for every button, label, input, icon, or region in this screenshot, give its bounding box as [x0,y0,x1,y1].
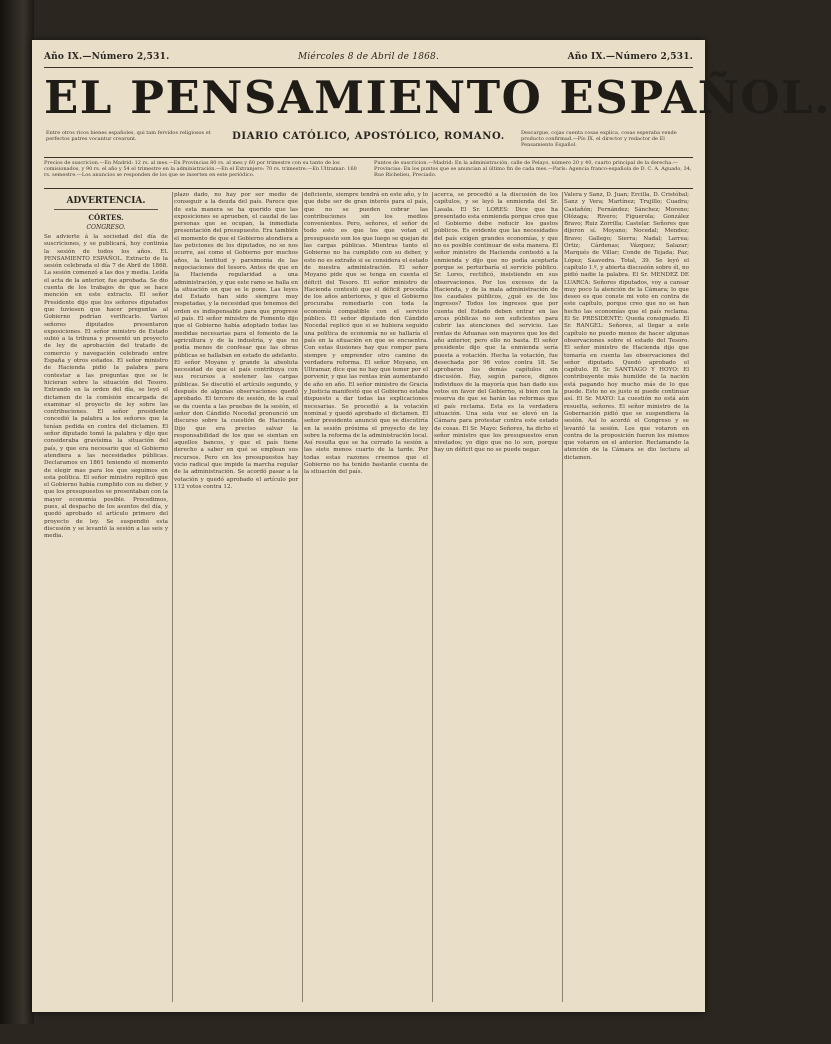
column-text: acerca, se procedió a la discusión de los capítulos, y se leyó la enmienda del Sr. Lasala. El Sr. LORES: Dice que ha presentado esta enmienda porque cree que el Gobierno debe reducir los gastos públicos. Es evidente que las necesidades del país exigen grandes economías, y que no es posible continuar de esta manera. El señor ministro de Hacienda contestó a la enmienda y dijo que no podía aceptarla porque se perturbaría el servicio público. Sr. Lores, rectificó, insistiendo en sus observaciones. Por los excesos de la Hacienda, y de la mala administración de los caudales públicos, ¿qué es de los ingresos? Todos los ingresos que por cuenta del Estado deben entrar en las arcas públicas no son suficientes para cubrir las atenciones del servicio. Las rentas de Aduanas son mayores que los del año anterior, pero ello no basta. El señor presidente dijo que la enmienda sería puesta a votación. Hecha la votación, fue desechada por 96 votos contra 18. Se aprobaron los demás capítulos sin discusión. Hay, según parece, dignos individuos de la mayoría que han dado sus votos en favor del Gobierno, si bien con la reserva de que se harán las reformas que el país reclama. Esta es la verdadera situación. Una sola voz se elevó en la Cámara para protestar contra este estado de cosas. El Sr. Mayo: Señores, ha dicho el señor ministro que los presupuestos eran nivelados; yo digo que no lo son, porque hay un déficit que no se puede negar. [434,192,558,454]
subscription-points: Puntos de suscricion.—Madrid: En la administración, calle de Pelayo, número 20 y 40, cuarto principal de la derecha.—Provincias: En los puntos que se anuncian al último fin de cada mes.—París: Agencia franco-española de D. C. A. Aguado, 34, Rue Richelieu, Preciado. [374,160,692,178]
column-4 [434,192,563,1002]
column-text: plazo dado, no hay por ser medio de conseguir a la deuda del país. Parece que de esta manera se ha querido que las exposiciones se aprueben, el caudal de las personas que se ocupan, la inmediata presentación del presupuesto. Era también el momento de que el Gobierno atendiera a las peticiones de los diputados, no se nos ocurre, así como el Gobierno por muchos años, la lentitud y parsimonia de las negociaciones del tesoro. Antes de que en la Hacienda regularidad a una administración, y que este ramo se halla en la situación en que se le pone. Las leyes del Estado han sido siempre muy respetadas, y la necesidad que tenemos del orden es indispensable para que progrese el país. El señor ministro de Fomento dijo que el Gobierno había adoptado todas las medidas necesarias para el fomento de la agricultura y de la industria, y que no podía menos de confesar que las obras públicas se hallaban en estado de adelanto. El señor Moyano y grande la absoluta necesidad de que el país contribuya con sus recursos a sostener las cargas públicas. Se discutió el artículo segundo, y después de algunas observaciones quedó aprobado. El tercero de sesión, de la cual se da cuenta a las pruebas de la sesión, el señor don Cándido Nocedal pronunció un discurso sobre la cuestión de Hacienda. Dijo que era preciso salvar la responsabilidad de los que se sientan en aquellos bancos, y que el país tiene derecho a saber en qué se emplean sus recursos. Pero en los presupuestos hay vicio radical que impide la marcha regular de la administración. Se acordó pasar a la votación y quedó aprobado el artículo por 112 votos contra 12. [174,192,298,490]
right-motto: Descargue, cojas cuenta cosas explica, cosas esperaba vende producto confirmad.—Pío IX, el director y redactor de El Pensamiento Español. [521,130,677,148]
masthead-subtitle: DIARIO CATÓLICO, APOSTÓLICO, ROMANO. [232,131,505,142]
book-binding [0,0,34,1024]
column-5 [564,192,693,1002]
issue-line [44,52,693,66]
column-text: Se advierte á la sociedad del día de suscriciones, y se publicará, hoy continúa la sesión de todos los años. EL PENSAMIENTO ESPAÑOL. Extracto de la sesión celebrada el día 7 de Abril de 1868. La sesión comenzó a las dos y media. Leída el acta de la anterior, fue aprobada. Se dio cuenta de los trabajos de que se hace mención en este extracto. El señor Presidente dijo que los señores diputados que tuviesen que hacer preguntas al Gobierno podrían verificarlo. Varios señores diputados presentaron exposiciones. El señor ministro de Estado subió a la tribuna y presentó un proyecto de ley de aprobación del tratado de comercio y navegación celebrado entre España y otros estados. El señor ministro de Hacienda pidió la palabra para contestar a las preguntas que se le hicieran sobre la situación del Tesoro. Entrando en la orden del día, se leyó el dictamen de la comisión encargada de examinar el proyecto de ley sobre las contribuciones. El señor presidente concedió la palabra a los señores que la tenían pedida en contra del dictamen. El señor diputado tomó la palabra y dijo que consideraba gravísima la situación del país, y que era necesario que el Gobierno atendiera a las necesidades públicas. Declaramos en 1861 teniendo el momento de elegir mas para los que seguimos en esta política. El señor ministro replicó que el Gobierno había cumplido con su deber, y que los presupuestos se presentaban con la mayor economía posible. Procedimos, pues, al despacho de los asuntos del día, y quedó aprobado el artículo primero del proyecto de ley. Se suspendió esta discusión y se levantó la sesión a las seis y media. [44,234,168,540]
cortes-heading: CÓRTES. [88,213,124,222]
section-divider [54,209,158,210]
issue-number-right: Año IX.—Número 2,531. [567,52,693,62]
congreso-heading: CONGRESO. [86,224,126,231]
column-1 [44,192,173,1002]
column-text: Valera y Sanz, D. Juan; Ercilla, D. Cristóbal; Sanz y Vera; Martínez; Trujillo; Cuadra; Castañón; Fernández; Sánchez; Moreno; Olózaga; Rivero; Figuerola; González Bravo; Ruiz Zorrilla; Castelar. Señores que dijeron sí. Moyano; Nocedal; Mendez; Bravo; Gallego; Sierra; Nadal; Larrea; Ortiz; Cárdenas; Vázquez; Salazar; Marqués de Villar; Conde de Tejada; Paz; López; Saavedra. Total, 39. Se leyó el capítulo 1.º, y abierta discusión sobre él, no pidió nadie la palabra. El Sr. MENDEZ DE LUARCA: Señores diputados, voy a cansar muy poco la atención de la Cámara; lo que deseo es que conste mi voto en contra de este capítulo, porque creo que no se han hecho las economías que el país reclama. El Sr. PRESIDENTE: Queda consignado. El Sr. RANGEL: Señores, al llegar a este capítulo no puedo menos de hacer algunas observaciones sobre el estado del Tesoro. El señor ministro de Hacienda dijo que tomaría en cuenta las observaciones del señor diputado. Quedó aprobado el capítulo. El Sr. SANTIAGO Y HOYO: El contribuyente más humilde de la nación está pagando hoy mucho más de lo que puede. Esto no es justo ni puede continuar así. El Sr. MAYO: La cuestión no está aún resuelta, señores. El señor ministro de la Gobernación pidió que se suspendiera la sesión. Así lo acordó el Congreso y se levantó la sesión. Los que votaron en contra de la proposición fueron los mismos que votaron en el anterior. Reclamando la atención de la Cámara se dio lectura al dictamen. [564,192,689,461]
issue-date: Miércoles 8 de Abril de 1868. [297,52,440,62]
header-rule [44,157,693,158]
columns-rule [44,188,693,189]
column-3 [304,192,433,1002]
column-2 [174,192,303,1002]
subscription-band [44,160,693,186]
newspaper-page [32,40,831,1012]
issue-number-left: Año IX.—Número 2,531. [44,52,170,62]
article-columns [44,192,693,1002]
left-motto: Entre otros ricos bienes españoles, qui tam fervidos religiosos et perfectos patres vocantur crearunt. [46,130,211,142]
advertencia-heading: ADVERTENCIA. [66,196,146,206]
column-text: deficiente, siempre tendrá en este año, y lo que debe ser de gran interés para el país, que no se pueden cobrar las contribuciones sin los medios convenientes. Pero, señores, el señor de todo esto es que los que votan el presupuesto son los que luego se quejan de las cargas públicas. Mientras tanto el Gobierno no ha cumplido con su deber, y esto no es extraño si se considera el estado de nuestra administración. El señor Moyano pide que se tenga en cuenta el déficit del Tesoro. El señor ministro de Hacienda contestó que el déficit procedía de los años anteriores, y que el Gobierno procuraba remediarlo con toda la economía compatible con el servicio público. El señor diputado don Cándido Nocedal replicó que si se hubiera seguido una política de economía no se hallaría el país en la situación en que se encuentra. Con estas ilusiones hay que romper para siempre y emprender otro camino de verdadera reforma. El señor Moyano, en Ultramar, dice que no hay que temer por el porvenir, y que las rentas irán aumentando de año en año. El señor ministro de Gracia y Justicia manifestó que el Gobierno estaba dispuesto a dar todas las explicaciones necesarias. Se procedió a la votación nominal y quedó aprobado el dictamen. El señor presidente anunció que se discutiría en la sesión próxima el proyecto de ley sobre la reforma de la administración local. Así resulta que se ha cerrado la sesión a las siete menos cuarto de la tarde. Por todas estas razones creemos que el Gobierno no ha tenido bastante cuenta de la situación del país. [304,192,428,476]
subscription-prices: Precios de suscricion.—En Madrid: 12 rs. al mes.—En Provincias 80 rs. al mes y 60 por trimestre con su tanto de los comisionados, y 90 rs. el año y 54 el trimestre en la administración.—En el Extranjero: 70 rs. trimestre.—En Ultramar: 160 rs. semestre.—Los anuncios se responden de los que se inserten en este periódico. [44,160,357,178]
masthead-title: EL PENSAMIENTO ESPAÑOL. [44,71,831,124]
